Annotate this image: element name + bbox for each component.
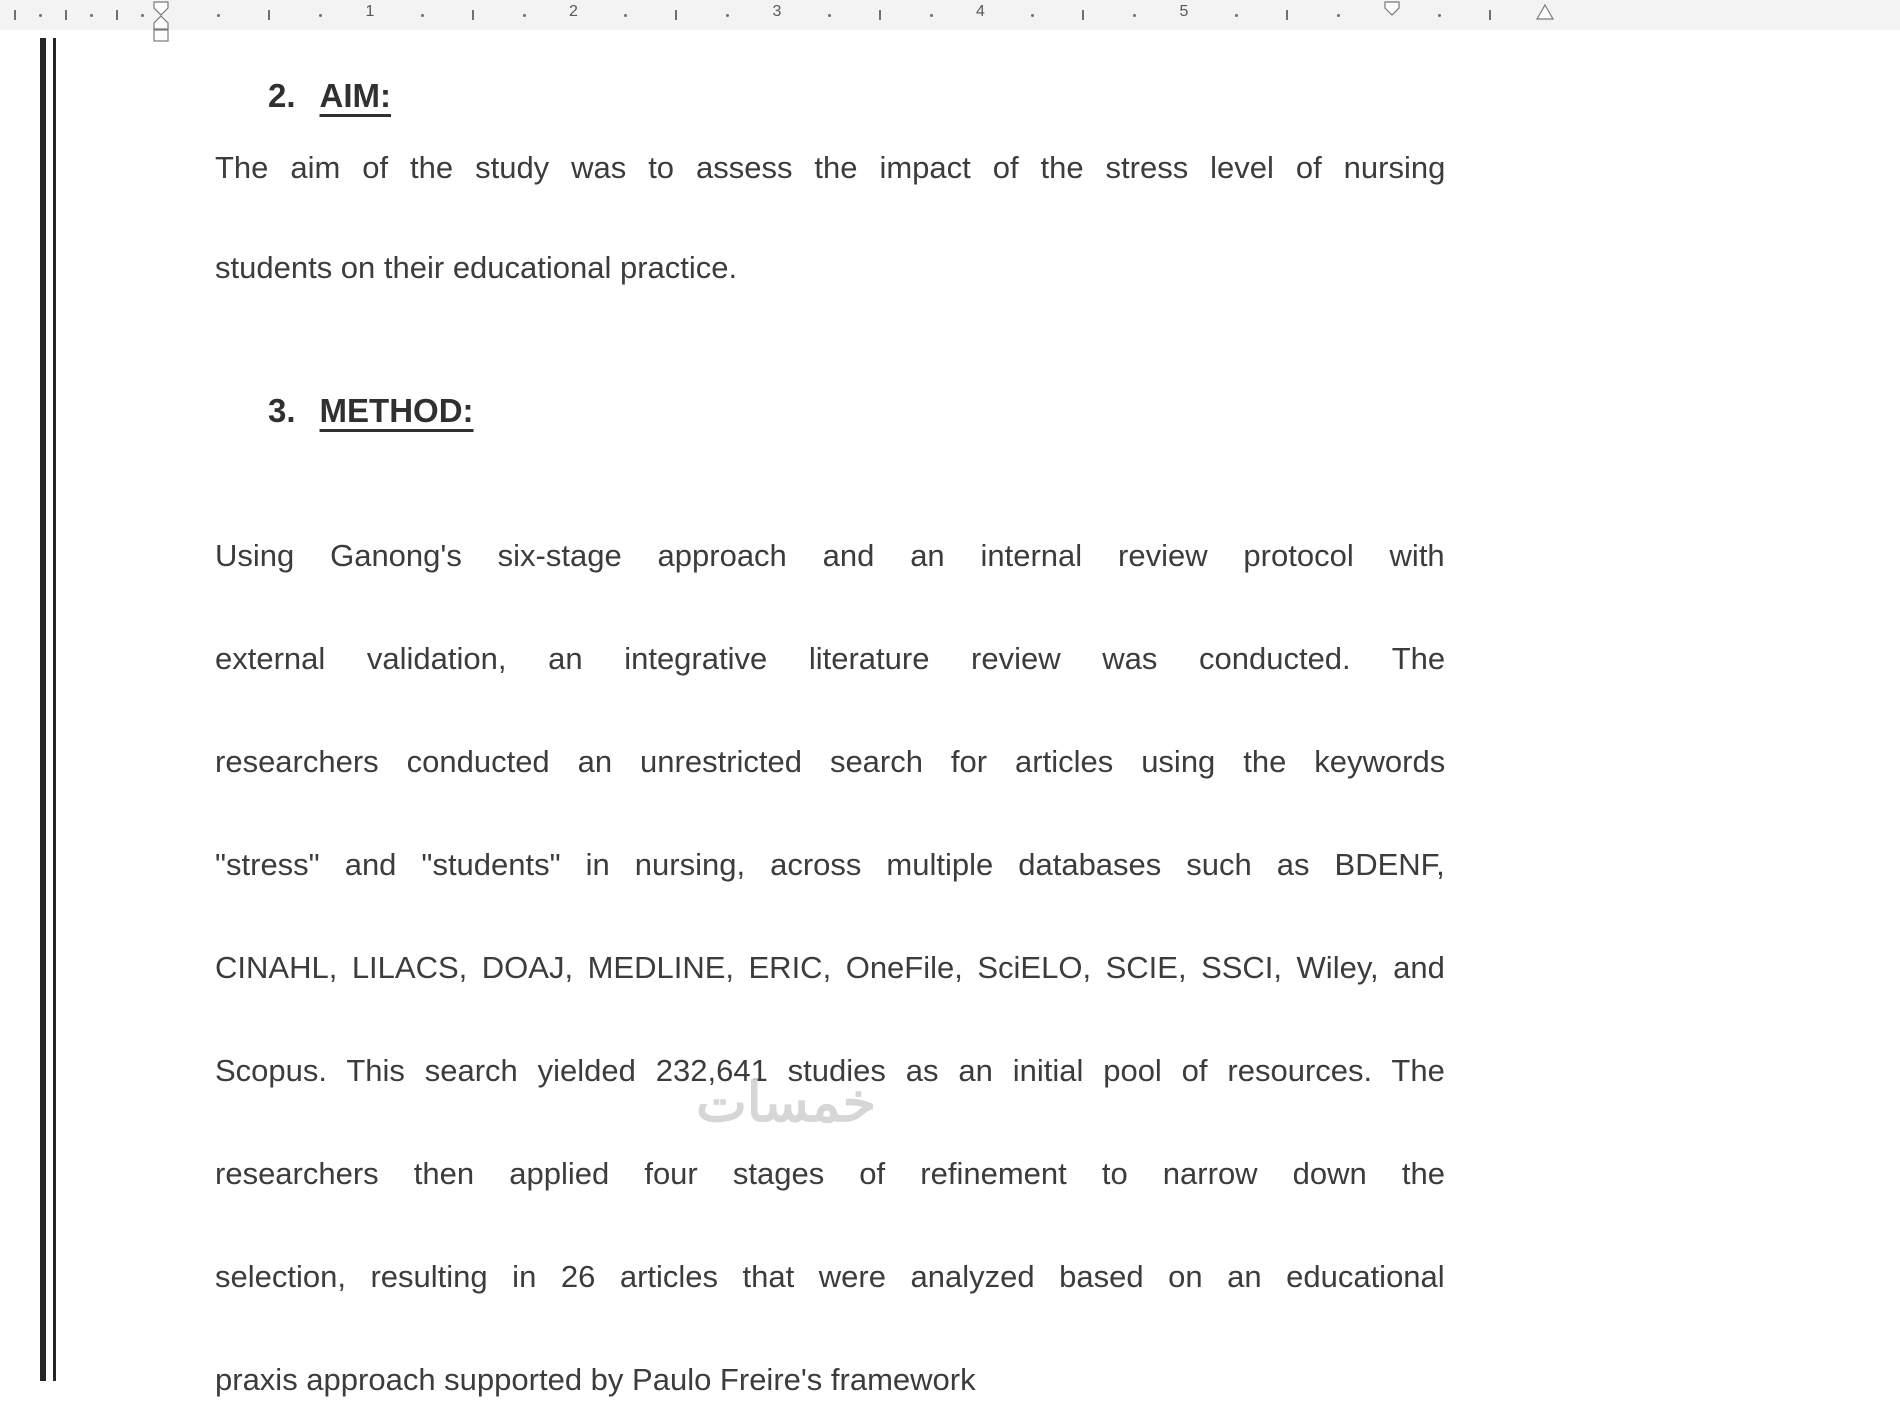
ruler-tick (472, 10, 474, 20)
left-indent-marker (154, 30, 168, 41)
text-line: selection, resulting in 26 articles that were analyzed based on an educational (215, 1259, 1445, 1294)
watermark: خمسات (695, 1073, 877, 1133)
ruler-number: 2 (569, 3, 578, 20)
text-line: researchers then applied four stages of refinement to narrow down the (215, 1156, 1445, 1191)
ruler-number: 4 (976, 3, 985, 20)
text-line: praxis approach supported by Paulo Freire's framework (215, 1362, 976, 1397)
ruler-tick (828, 14, 831, 17)
first-line-indent-marker (154, 2, 168, 15)
ruler-tick (523, 14, 526, 17)
ruler-number: 1 (365, 3, 375, 20)
text-line: The aim of the study was to assess the impact of the stress level of nursing (215, 150, 1446, 185)
indent-markers-left[interactable] (152, 1, 170, 43)
ruler-tick (90, 14, 93, 17)
text-line: students on their educational practice. (215, 250, 738, 285)
ruler-tick (421, 14, 424, 17)
right-indent-marker[interactable] (1536, 3, 1554, 21)
section-heading (268, 392, 474, 436)
ruler-tick (116, 10, 118, 20)
text-line: "stress" and "students" in nursing, across multiple databases such as BDENF, (215, 847, 1445, 882)
horizontal-ruler[interactable] (0, 0, 1900, 30)
heading-label: AIM: (319, 77, 392, 114)
ruler-tick (268, 10, 270, 20)
ruler-tick (1286, 10, 1288, 20)
ruler-tick (1489, 10, 1491, 20)
ruler-tick (675, 10, 677, 20)
ruler-tick (217, 14, 220, 17)
page-border-inner-line (53, 38, 56, 1381)
ruler-number: 5 (1179, 3, 1189, 20)
ruler-tick (624, 14, 627, 17)
document-page[interactable] (0, 30, 1900, 1397)
ruler-tick (1031, 14, 1034, 17)
page-border-outer-line (40, 38, 46, 1381)
ruler-tick (65, 10, 67, 20)
ruler-tick (1235, 14, 1238, 17)
section-heading (268, 77, 391, 121)
text-line: Scopus. This search yielded 232,641 studies as an initial pool of resources. The (215, 1053, 1445, 1088)
heading-number: 2. (268, 77, 296, 114)
heading-number: 3. (268, 392, 296, 429)
ruler-number: 3 (772, 3, 782, 20)
ruler-tick (39, 14, 42, 17)
ruler-tick (1438, 14, 1441, 17)
heading-label: METHOD: (319, 392, 474, 429)
ruler-tick (726, 14, 729, 17)
ruler-tick (1082, 10, 1084, 20)
text-line: Using Ganong's six-stage approach and an internal review protocol with (215, 538, 1445, 573)
ruler-tick (14, 10, 16, 20)
ruler-tick (1337, 14, 1340, 17)
text-line: external validation, an integrative literature review was conducted. The (215, 641, 1446, 676)
ruler-tick (879, 10, 881, 20)
hanging-indent-marker (154, 16, 168, 29)
ruler-tick (1133, 14, 1136, 17)
ruler-tick (319, 14, 322, 17)
right-margin-marker[interactable] (1383, 1, 1401, 17)
text-line: CINAHL, LILACS, DOAJ, MEDLINE, ERIC, OneFile, SciELO, SCIE, SSCI, Wiley, and (215, 950, 1445, 985)
text-line: researchers conducted an unrestricted search for articles using the keywords (215, 744, 1446, 779)
ruler-tick (930, 14, 933, 17)
ruler-tick (141, 14, 144, 17)
